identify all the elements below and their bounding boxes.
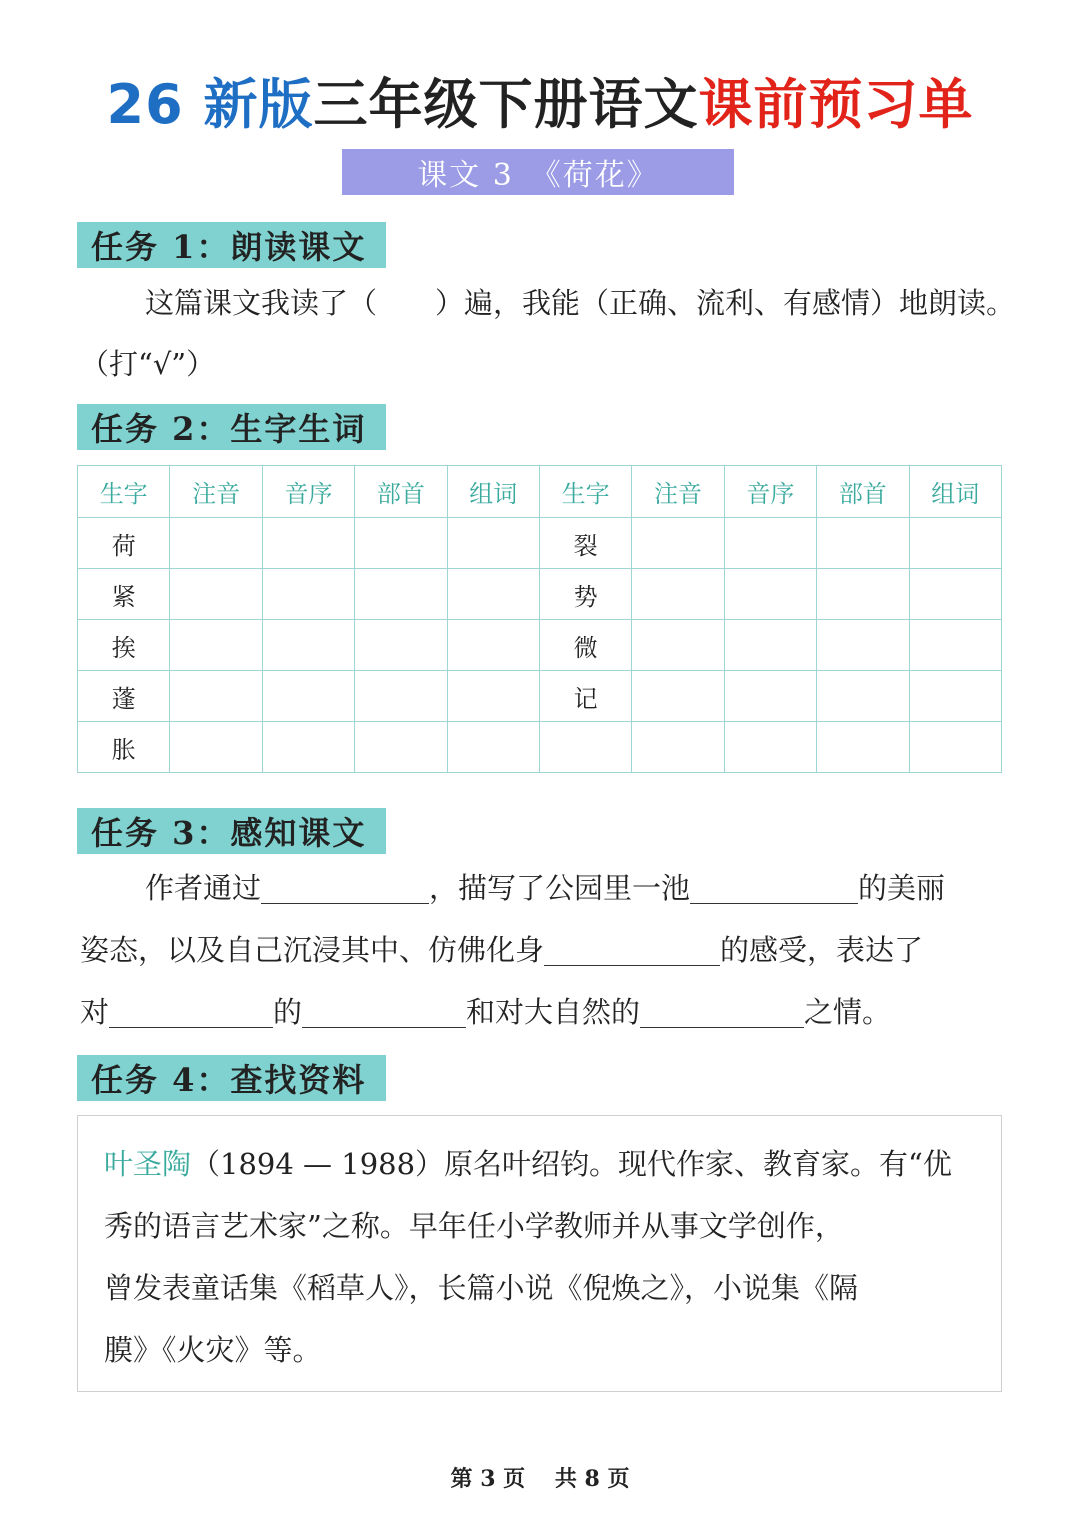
blank-cell[interactable] <box>632 569 724 620</box>
info-line: 曾发表童话集《稻草人》，长篇小说《倪焕之》，小说集《隔 <box>104 1271 859 1305</box>
answer-blank[interactable] <box>690 873 858 904</box>
task2-heading: 任务 2：生字生词 <box>77 404 386 450</box>
blank-cell[interactable] <box>909 620 1001 671</box>
blank-cell[interactable] <box>447 569 539 620</box>
header-cell: 部首 <box>355 466 447 518</box>
blank-cell[interactable] <box>262 722 354 773</box>
blank-cell[interactable] <box>355 671 447 722</box>
char-cell: 紧 <box>78 569 170 620</box>
blank-cell[interactable] <box>909 671 1001 722</box>
task3-line1 <box>145 866 945 907</box>
header-cell: 音序 <box>262 466 354 518</box>
title-grade: 三年级下册语文 <box>313 72 699 136</box>
table-row <box>78 620 1002 671</box>
blank-cell[interactable] <box>355 518 447 569</box>
header-cell: 注音 <box>170 466 262 518</box>
blank-cell[interactable] <box>355 569 447 620</box>
blank-cell[interactable] <box>632 620 724 671</box>
blank-cell[interactable] <box>909 722 1001 773</box>
table-row <box>78 671 1002 722</box>
header-cell: 生字 <box>539 466 631 518</box>
task3-text: 的 <box>273 995 303 1029</box>
header-cell: 组词 <box>447 466 539 518</box>
answer-blank[interactable] <box>261 873 429 904</box>
blank-cell[interactable] <box>262 518 354 569</box>
info-line: 秀的语言艺术家”之称。早年任小学教师并从事文学创作， <box>104 1209 844 1243</box>
blank-cell[interactable] <box>724 569 816 620</box>
blank-cell[interactable] <box>817 722 909 773</box>
char-cell: 胀 <box>78 722 170 773</box>
char-cell: 荷 <box>78 518 170 569</box>
task3-text: 的美丽 <box>858 871 946 905</box>
answer-blank[interactable] <box>544 935 720 966</box>
header-cell: 生字 <box>78 466 170 518</box>
task3-text: ，描写了公园里一池 <box>429 871 691 905</box>
blank-cell[interactable] <box>817 671 909 722</box>
task3-text: 作者通过 <box>145 871 262 905</box>
char-cell: 微 <box>539 620 631 671</box>
blank-cell[interactable] <box>817 518 909 569</box>
task3-line3 <box>80 990 891 1031</box>
blank-cell[interactable] <box>170 620 262 671</box>
lesson-banner: 课文 3 《荷花》 <box>342 149 734 195</box>
blank-cell[interactable] <box>355 722 447 773</box>
blank-cell[interactable] <box>447 722 539 773</box>
task1-heading: 任务 1：朗读课文 <box>77 222 386 268</box>
blank-cell[interactable] <box>817 620 909 671</box>
title-edition: 26 新版 <box>106 73 314 136</box>
header-cell: 音序 <box>724 466 816 518</box>
char-cell: 势 <box>539 569 631 620</box>
char-cell <box>539 722 631 773</box>
blank-cell[interactable] <box>632 722 724 773</box>
blank-cell[interactable] <box>724 518 816 569</box>
info-line <box>104 1142 952 1183</box>
task3-text: 对 <box>80 995 110 1029</box>
blank-cell[interactable] <box>170 569 262 620</box>
blank-cell[interactable] <box>262 671 354 722</box>
header-cell: 部首 <box>817 466 909 518</box>
table-row <box>78 722 1002 773</box>
blank-cell[interactable] <box>447 620 539 671</box>
blank-cell[interactable] <box>170 671 262 722</box>
table-row <box>78 518 1002 569</box>
info-text: （1894 — 1988）原名叶绍钧。现代作家、教育家。有“优 <box>191 1147 952 1181</box>
blank-cell[interactable] <box>447 518 539 569</box>
info-line: 膜》《火灾》等。 <box>104 1333 322 1367</box>
header-cell: 组词 <box>909 466 1001 518</box>
blank-cell[interactable] <box>724 620 816 671</box>
blank-cell[interactable] <box>632 518 724 569</box>
char-cell: 蓬 <box>78 671 170 722</box>
blank-cell[interactable] <box>447 671 539 722</box>
char-cell: 裂 <box>539 518 631 569</box>
table-header-row <box>78 466 1002 518</box>
answer-blank[interactable] <box>109 997 273 1028</box>
blank-cell[interactable] <box>262 569 354 620</box>
blank-cell[interactable] <box>817 569 909 620</box>
task3-line2 <box>80 928 923 969</box>
task1-line1: 这篇课文我读了（ ）遍，我能（正确、流利、有感情）地朗读。 <box>145 286 1016 320</box>
blank-cell[interactable] <box>632 671 724 722</box>
author-info-box <box>77 1115 1002 1392</box>
answer-blank[interactable] <box>302 997 466 1028</box>
blank-cell[interactable] <box>355 620 447 671</box>
answer-blank[interactable] <box>640 997 804 1028</box>
page-title <box>0 62 1080 139</box>
author-name: 叶圣陶 <box>104 1147 192 1181</box>
task3-text: 和对大自然的 <box>466 995 641 1029</box>
blank-cell[interactable] <box>170 518 262 569</box>
task1-line2: （打“√”） <box>80 347 216 381</box>
table-row <box>78 569 1002 620</box>
task3-text: 之情。 <box>804 995 892 1029</box>
blank-cell[interactable] <box>909 518 1001 569</box>
task3-text: 的感受，表达了 <box>720 933 924 967</box>
task3-heading: 任务 3：感知课文 <box>77 808 386 854</box>
task4-heading: 任务 4：查找资料 <box>77 1055 386 1101</box>
blank-cell[interactable] <box>909 569 1001 620</box>
page-footer: 第 3 页 共 8 页 <box>450 1466 630 1492</box>
blank-cell[interactable] <box>170 722 262 773</box>
title-sheet: 课前预习单 <box>698 72 974 136</box>
blank-cell[interactable] <box>724 722 816 773</box>
header-cell: 注音 <box>632 466 724 518</box>
char-cell: 记 <box>539 671 631 722</box>
blank-cell[interactable] <box>262 620 354 671</box>
blank-cell[interactable] <box>724 671 816 722</box>
characters-table <box>77 465 1002 773</box>
task3-text: 姿态，以及自己沉浸其中、仿佛化身 <box>80 933 545 967</box>
char-cell: 挨 <box>78 620 170 671</box>
